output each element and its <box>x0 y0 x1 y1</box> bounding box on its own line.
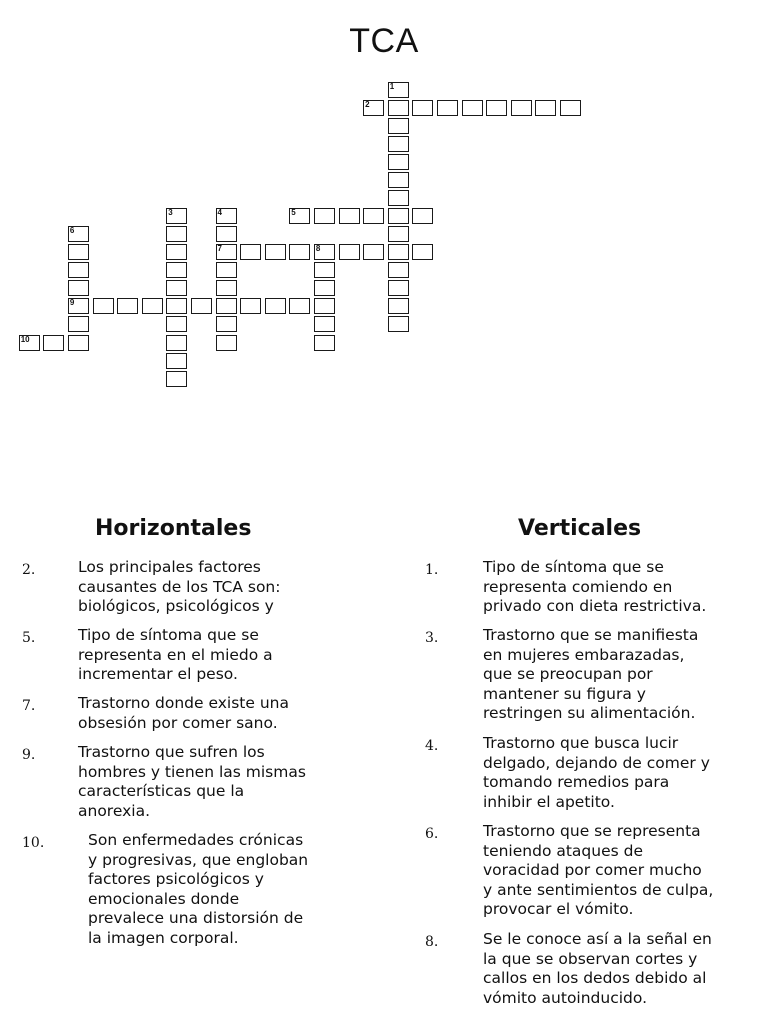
grid-cell[interactable] <box>363 208 384 224</box>
grid-cell[interactable] <box>68 244 89 260</box>
clue-number: 4. <box>425 738 439 754</box>
clue-number-label: 9 <box>69 298 75 308</box>
grid-cell[interactable] <box>388 262 409 278</box>
grid-cell[interactable] <box>166 316 187 332</box>
clue-number: 7. <box>22 698 36 714</box>
grid-cell[interactable] <box>388 100 409 116</box>
grid-cell[interactable] <box>68 262 89 278</box>
grid-cell[interactable] <box>166 262 187 278</box>
grid-cell[interactable] <box>560 100 581 116</box>
grid-cell[interactable] <box>388 244 409 260</box>
grid-cell[interactable] <box>216 262 237 278</box>
grid-cell[interactable] <box>240 244 261 260</box>
grid-cell[interactable] <box>166 244 187 260</box>
clue-number-label: 1 <box>389 81 395 91</box>
grid-cell[interactable] <box>216 208 237 224</box>
grid-cell[interactable] <box>314 316 335 332</box>
grid-cell[interactable] <box>166 226 187 242</box>
clue-number: 9. <box>22 747 36 763</box>
grid-cell[interactable] <box>68 335 89 351</box>
grid-cell[interactable] <box>142 298 163 314</box>
grid-cell[interactable] <box>412 208 433 224</box>
grid-cell[interactable] <box>388 136 409 152</box>
grid-cell[interactable] <box>68 298 89 314</box>
grid-cell[interactable] <box>511 100 532 116</box>
grid-cell[interactable] <box>314 335 335 351</box>
grid-cell[interactable] <box>388 226 409 242</box>
grid-cell[interactable] <box>216 280 237 296</box>
grid-cell[interactable] <box>19 335 40 351</box>
clue-text: Trastorno que sufren los hombres y tienen las mismas características que la anorexia. <box>78 743 306 820</box>
crossword-grid <box>0 0 768 420</box>
grid-cell[interactable] <box>535 100 556 116</box>
grid-cell[interactable] <box>388 118 409 134</box>
grid-cell[interactable] <box>314 262 335 278</box>
vertical-heading: Verticales <box>518 516 642 541</box>
grid-cell[interactable] <box>339 244 360 260</box>
clue-number-label: 5 <box>291 208 296 218</box>
clue-number: 1. <box>425 562 439 578</box>
grid-cell[interactable] <box>289 208 310 224</box>
clue-number-label: 2 <box>365 99 370 109</box>
grid-cell[interactable] <box>166 298 187 314</box>
clue-text: Son enfermedades crónicas y progresivas, que engloban factores psicológicos y emocionales donde prevalece una distorsión de la imagen corporal. <box>88 831 309 947</box>
grid-cell[interactable] <box>166 353 187 369</box>
grid-cell[interactable] <box>363 100 384 116</box>
grid-cell[interactable] <box>216 335 237 351</box>
grid-cell[interactable] <box>462 100 483 116</box>
grid-cell[interactable] <box>265 244 286 260</box>
grid-cell[interactable] <box>388 316 409 332</box>
grid-cell[interactable] <box>240 298 261 314</box>
grid-cell[interactable] <box>216 316 237 332</box>
clue-number: 8. <box>425 934 439 950</box>
clue-text: Se le conoce así a la señal en la que se observan cortes y callos en los dedos debido al vómito autoinducido. <box>483 930 712 1007</box>
grid-cell[interactable] <box>314 280 335 296</box>
grid-cell[interactable] <box>191 298 212 314</box>
grid-cell[interactable] <box>437 100 458 116</box>
grid-cell[interactable] <box>388 154 409 170</box>
clue-number-label: 6 <box>69 226 75 236</box>
clue-text: Trastorno donde existe una obsesión por comer sano. <box>78 694 289 732</box>
clue-text: Trastorno que se representa teniendo ataques de voracidad por comer mucho y ante sentimientos de culpa, provocar el vómito. <box>483 822 714 918</box>
grid-cell[interactable] <box>93 298 114 314</box>
grid-cell[interactable] <box>68 280 89 296</box>
grid-cell[interactable] <box>314 244 335 260</box>
clue-number-label: 4 <box>217 208 222 218</box>
clue-text: Tipo de síntoma que se representa en el miedo a incrementar el peso. <box>78 626 273 683</box>
clue-text: Trastorno que busca lucir delgado, dejando de comer y tomando remedios para inhibir el apetito. <box>483 734 710 811</box>
grid-cell[interactable] <box>43 335 64 351</box>
grid-cell[interactable] <box>68 226 89 242</box>
horizontal-heading: Horizontales <box>95 516 252 541</box>
clue-number-label: 7 <box>217 244 222 254</box>
grid-cell[interactable] <box>216 298 237 314</box>
clue-text: Trastorno que se manifiesta en mujeres embarazadas, que se preocupan por mantener su figura y restringen su alimentación. <box>483 626 699 722</box>
clue-number: 6. <box>425 826 439 842</box>
grid-cell[interactable] <box>388 208 409 224</box>
grid-cell[interactable] <box>216 244 237 260</box>
grid-cell[interactable] <box>363 244 384 260</box>
grid-cell[interactable] <box>265 298 286 314</box>
clue-text: Los principales factores causantes de los TCA son: biológicos, psicológicos y <box>78 558 281 615</box>
clue-number: 3. <box>425 630 439 646</box>
grid-cell[interactable] <box>166 280 187 296</box>
clue-number-label: 3 <box>168 208 173 218</box>
grid-cell[interactable] <box>166 208 187 224</box>
page-title: TCA <box>349 22 419 60</box>
grid-cell[interactable] <box>339 208 360 224</box>
clue-text: Tipo de síntoma que se representa comiendo en privado con dieta restrictiva. <box>483 558 707 615</box>
grid-cell[interactable] <box>388 172 409 188</box>
grid-cell[interactable] <box>412 100 433 116</box>
grid-cell[interactable] <box>166 335 187 351</box>
clue-number: 5. <box>22 630 36 646</box>
clue-number-label: 10 <box>20 334 30 344</box>
grid-cell[interactable] <box>289 298 310 314</box>
grid-cell[interactable] <box>486 100 507 116</box>
grid-cell[interactable] <box>412 244 433 260</box>
grid-cell[interactable] <box>388 280 409 296</box>
grid-cell[interactable] <box>388 190 409 206</box>
grid-cell[interactable] <box>216 226 237 242</box>
clue-number: 2. <box>22 562 36 578</box>
grid-cell[interactable] <box>388 82 409 98</box>
grid-cell[interactable] <box>314 298 335 314</box>
grid-cell[interactable] <box>166 371 187 387</box>
grid-cell[interactable] <box>314 208 335 224</box>
grid-cell[interactable] <box>117 298 138 314</box>
clue-number: 10. <box>22 835 45 851</box>
grid-cell[interactable] <box>68 316 89 332</box>
grid-cell[interactable] <box>289 244 310 260</box>
clue-number-label: 8 <box>315 244 321 254</box>
grid-cell[interactable] <box>388 298 409 314</box>
